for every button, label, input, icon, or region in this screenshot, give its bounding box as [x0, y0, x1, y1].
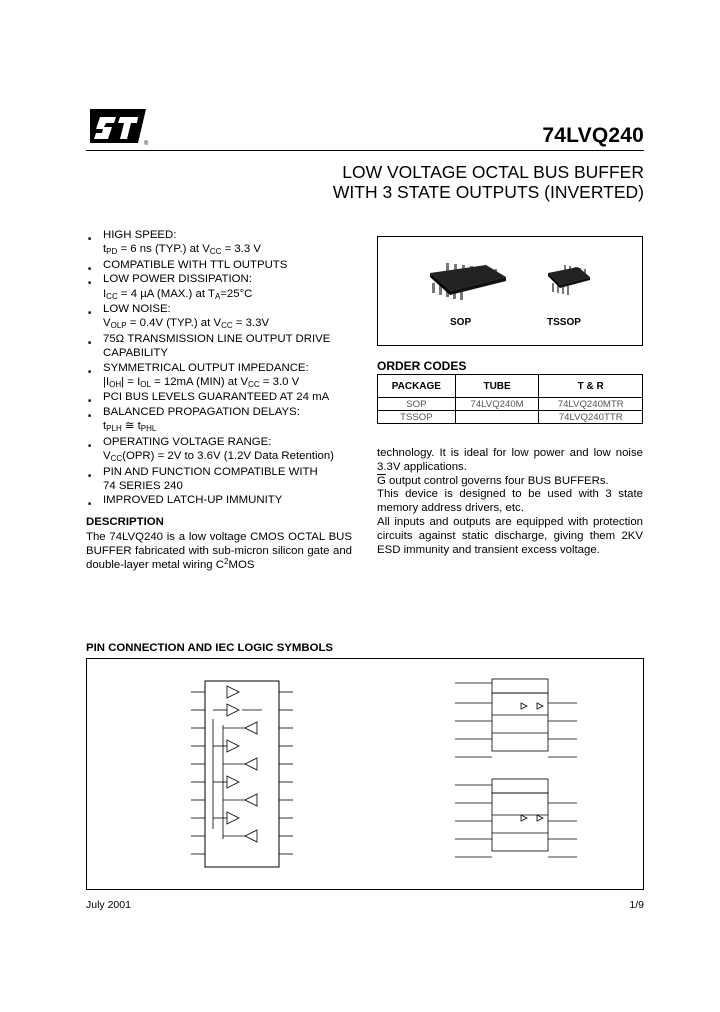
sop-label: SOP: [450, 317, 472, 328]
feature-item: ■ PIN AND FUNCTION COMPATIBLE WITH: [88, 465, 318, 479]
table-cell: 74LVQ240M: [455, 398, 539, 411]
feature-detail: 74 SERIES 240: [103, 479, 183, 492]
feature-item: ■ BALANCED PROPAGATION DELAYS:: [88, 405, 300, 419]
table-cell: SOP: [378, 398, 456, 411]
description-title: DESCRIPTION: [86, 516, 164, 528]
feature-detail: tPLH ≅ tPHL: [103, 420, 157, 434]
feature-detail: |IOH| = IOL = 12mA (MIN) at VCC = 3.0 V: [103, 376, 300, 390]
svg-text:®: ®: [144, 141, 149, 147]
order-codes-table: [377, 374, 643, 424]
pin-connection-diagram: [87, 659, 643, 889]
feature-detail: ICC = 4 µA (MAX.) at TA=25°C: [103, 287, 253, 301]
st-logo: [86, 107, 154, 147]
table-cell: 74LVQ240MTR: [539, 398, 643, 411]
table-cell: TSSOP: [378, 411, 456, 424]
title-line-1: LOW VOLTAGE OCTAL BUS BUFFER: [342, 162, 644, 182]
description-continued: [377, 447, 643, 557]
pin-diagram-box: [86, 658, 644, 890]
pin-section-title: PIN CONNECTION AND IEC LOGIC SYMBOLS: [86, 642, 334, 654]
feature-item: ■ SYMMETRICAL OUTPUT IMPEDANCE:: [88, 361, 309, 375]
footer-page-number: 1/9: [629, 899, 644, 911]
feature-item: ■ COMPATIBLE WITH TTL OUTPUTS: [88, 258, 288, 272]
order-codes-title: ORDER CODES: [377, 359, 467, 373]
feature-list: [86, 228, 358, 508]
feature-item: ■ LOW POWER DISSIPATION:: [88, 273, 252, 287]
tssop-label: TSSOP: [547, 317, 581, 328]
header-rule: [86, 150, 644, 151]
sop-chip-image: [426, 261, 508, 301]
table-row: [378, 398, 643, 411]
description-paragraph: $\overline{G}$ output control governs four BUS BUFFERs.: [377, 474, 609, 487]
tssop-chip-image: [544, 263, 594, 297]
feature-item: ■ OPERATING VOLTAGE RANGE:: [88, 435, 272, 449]
table-cell: 74LVQ240TTR: [539, 411, 643, 424]
description-paragraph: All inputs and outputs are equipped with protection circuits against static discharge, giving them 2KV ESD immunity and transient excess voltage.: [377, 515, 643, 556]
part-number: 74LVQ240: [542, 124, 644, 147]
table-row: [378, 411, 643, 424]
feature-item: ■ PCI BUS LEVELS GUARANTEED AT 24 mA: [88, 391, 330, 405]
feature-item: ■ IMPROVED LATCH-UP IMMUNITY: [88, 494, 283, 508]
feature-item: ■ 75Ω TRANSMISSION LINE OUTPUT DRIVE: [88, 332, 331, 346]
feature-detail: VCC(OPR) = 2V to 3.6V (1.2V Data Retention): [103, 450, 334, 464]
package-box: [377, 236, 643, 346]
column-header: T & R: [539, 375, 643, 398]
description-paragraph: technology. It is ideal for low power and low noise 3.3V applications.: [377, 447, 643, 473]
table-header-row: [378, 375, 643, 398]
feature-detail: CAPABILITY: [103, 347, 168, 360]
table-cell: [455, 411, 539, 424]
feature-detail: tPD = 6 ns (TYP.) at VCC = 3.3 V: [103, 243, 261, 257]
feature-item: ■ HIGH SPEED:: [88, 229, 177, 242]
title-line-2: WITH 3 STATE OUTPUTS (INVERTED): [332, 182, 644, 202]
feature-detail: VOLP = 0.4V (TYP.) at VCC = 3.3V: [103, 317, 270, 331]
description-paragraph: This device is designed to be used with 3 state memory address drivers, etc.: [377, 488, 643, 515]
column-header: TUBE: [455, 375, 539, 398]
feature-item: ■ LOW NOISE:: [88, 303, 171, 317]
column-header: PACKAGE: [378, 375, 456, 398]
footer-date: July 2001: [86, 899, 131, 911]
description-text: The 74LVQ240 is a low voltage CMOS OCTAL BUS BUFFER fabricated with sub-micron silicon gate and double-layer metal wiring $C^2MOS$: [86, 531, 352, 571]
